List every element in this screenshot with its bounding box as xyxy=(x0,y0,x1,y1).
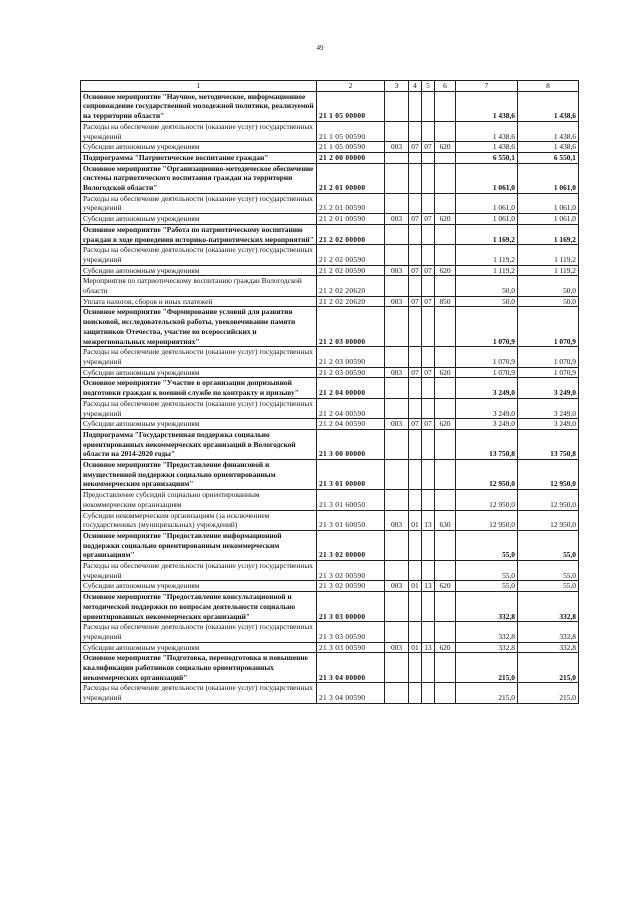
expense-type-code xyxy=(435,592,456,622)
target-article-code: 21 2 02 00590 xyxy=(317,265,385,276)
ministry-code xyxy=(385,592,409,622)
ministry-code xyxy=(385,653,409,683)
expense-type-code: 850 xyxy=(435,296,456,307)
subsection-code: 13 xyxy=(422,642,435,653)
expense-type-code xyxy=(435,530,456,560)
amount-year-1: 1 169,2 xyxy=(456,224,518,244)
row-name: Расходы на обеспечение деятельности (оказание услуг) государственных учреждений xyxy=(81,193,317,213)
amount-year-1: 1 119,2 xyxy=(456,245,518,265)
column-header: 5 xyxy=(422,81,435,92)
ministry-code xyxy=(385,683,409,703)
subsection-code xyxy=(422,347,435,367)
subsection-code xyxy=(422,592,435,622)
amount-year-1: 12 950,0 xyxy=(456,490,518,510)
table-row xyxy=(81,276,579,296)
subsection-code xyxy=(422,561,435,581)
page-number: 49 xyxy=(316,44,324,52)
amount-year-1: 13 750,8 xyxy=(456,429,518,459)
subsection-code xyxy=(422,398,435,418)
ministry-code xyxy=(385,490,409,510)
section-code xyxy=(409,163,422,193)
column-header: 6 xyxy=(435,81,456,92)
table-row xyxy=(81,214,579,225)
row-name: Основное мероприятие "Предоставление финансовой и имущественной поддержки социально ориентированным некоммерческим организациям" xyxy=(81,460,317,490)
row-name: Расходы на обеспечение деятельности (оказание услуг) государственных учреждений xyxy=(81,622,317,642)
amount-year-1: 1 070,9 xyxy=(456,307,518,347)
row-name: Субсидии автономным учреждениям xyxy=(81,214,317,225)
subsection-code xyxy=(422,276,435,296)
amount-year-2: 50,0 xyxy=(518,296,579,307)
expense-type-code xyxy=(435,163,456,193)
row-name: Расходы на обеспечение деятельности (оказание услуг) государственных учреждений xyxy=(81,683,317,703)
amount-year-2: 1 070,9 xyxy=(518,307,579,347)
section-code xyxy=(409,592,422,622)
amount-year-1: 1 438,6 xyxy=(456,121,518,141)
amount-year-2: 3 249,0 xyxy=(518,398,579,418)
subsection-code: 07 xyxy=(422,142,435,153)
amount-year-2: 13 750,8 xyxy=(518,429,579,459)
amount-year-1: 215,0 xyxy=(456,653,518,683)
row-name: Субсидии некоммерческим организациям (за исключением государственных (муниципальных) учреждений) xyxy=(81,510,317,530)
subsection-code xyxy=(422,193,435,213)
table-row xyxy=(81,581,579,592)
table-row xyxy=(81,367,579,378)
table-row xyxy=(81,265,579,276)
amount-year-2: 332,8 xyxy=(518,592,579,622)
section-code xyxy=(409,460,422,490)
row-name: Расходы на обеспечение деятельности (оказание услуг) государственных учреждений xyxy=(81,347,317,367)
ministry-code xyxy=(385,460,409,490)
row-name: Предоставление субсидий социально ориентированным некоммерческим организациям xyxy=(81,490,317,510)
ministry-code: 003 xyxy=(385,581,409,592)
amount-year-2: 1 061,0 xyxy=(518,214,579,225)
amount-year-2: 3 249,0 xyxy=(518,378,579,398)
target-article-code: 21 3 03 00590 xyxy=(317,622,385,642)
ministry-code xyxy=(385,224,409,244)
subsection-code xyxy=(422,378,435,398)
amount-year-1: 1 438,6 xyxy=(456,142,518,153)
amount-year-1: 1 061,0 xyxy=(456,193,518,213)
column-header: 4 xyxy=(409,81,422,92)
ministry-code: 003 xyxy=(385,296,409,307)
expense-type-code xyxy=(435,378,456,398)
subsection-code: 13 xyxy=(422,581,435,592)
expense-type-code xyxy=(435,490,456,510)
section-code: 01 xyxy=(409,581,422,592)
row-name: Субсидии автономным учреждениям xyxy=(81,419,317,430)
amount-year-2: 1 061,0 xyxy=(518,163,579,193)
row-name: Подпрограмма "Государственная поддержка социально ориентированных некоммерческих организаций в Вологодской области на 2014-2020 годы" xyxy=(81,429,317,459)
table-row xyxy=(81,398,579,418)
amount-year-2: 1 438,6 xyxy=(518,121,579,141)
section-code xyxy=(409,530,422,560)
target-article-code: 21 2 02 20620 xyxy=(317,276,385,296)
row-name: Расходы на обеспечение деятельности (оказание услуг) государственных учреждений xyxy=(81,121,317,141)
row-name: Расходы на обеспечение деятельности (оказание услуг) государственных учреждений xyxy=(81,561,317,581)
amount-year-1: 1 438,6 xyxy=(456,91,518,121)
section-code: 07 xyxy=(409,214,422,225)
table-row xyxy=(81,592,579,622)
subsection-code: 07 xyxy=(422,214,435,225)
subsection-code xyxy=(422,460,435,490)
table-row xyxy=(81,245,579,265)
target-article-code: 21 2 04 00590 xyxy=(317,419,385,430)
row-name: Субсидии автономным учреждениям xyxy=(81,642,317,653)
row-name: Основное мероприятие "Научное, методическое, информационное сопровождение государственной молодежной политики, реализуемой на территории области" xyxy=(81,91,317,121)
section-code xyxy=(409,121,422,141)
target-article-code: 21 2 00 00000 xyxy=(317,152,385,163)
ministry-code xyxy=(385,378,409,398)
expense-type-code: 620 xyxy=(435,419,456,430)
ministry-code xyxy=(385,276,409,296)
amount-year-2: 1 438,6 xyxy=(518,91,579,121)
amount-year-1: 1 070,9 xyxy=(456,347,518,367)
section-code: 07 xyxy=(409,296,422,307)
subsection-code xyxy=(422,429,435,459)
amount-year-2: 12 950,0 xyxy=(518,510,579,530)
expense-type-code xyxy=(435,224,456,244)
expense-type-code: 620 xyxy=(435,214,456,225)
expense-type-code: 620 xyxy=(435,265,456,276)
section-code xyxy=(409,378,422,398)
section-code xyxy=(409,653,422,683)
amount-year-2: 1 119,2 xyxy=(518,265,579,276)
amount-year-1: 6 550,1 xyxy=(456,152,518,163)
expense-type-code: 620 xyxy=(435,642,456,653)
subsection-code xyxy=(422,530,435,560)
target-article-code: 21 2 04 00000 xyxy=(317,378,385,398)
expense-type-code xyxy=(435,121,456,141)
expense-type-code xyxy=(435,276,456,296)
expense-type-code: 620 xyxy=(435,581,456,592)
target-article-code: 21 2 02 00590 xyxy=(317,245,385,265)
expense-type-code xyxy=(435,347,456,367)
subsection-code: 13 xyxy=(422,510,435,530)
table-row xyxy=(81,142,579,153)
amount-year-2: 215,0 xyxy=(518,653,579,683)
column-header: 7 xyxy=(456,81,518,92)
amount-year-1: 1 061,0 xyxy=(456,214,518,225)
amount-year-1: 12 950,0 xyxy=(456,460,518,490)
column-header: 8 xyxy=(518,81,579,92)
table-row xyxy=(81,347,579,367)
row-name: Субсидии автономным учреждениям xyxy=(81,265,317,276)
section-code xyxy=(409,193,422,213)
target-article-code: 21 3 03 00000 xyxy=(317,592,385,622)
amount-year-1: 55,0 xyxy=(456,530,518,560)
amount-year-2: 55,0 xyxy=(518,581,579,592)
target-article-code: 21 1 05 00000 xyxy=(317,91,385,121)
section-code: 07 xyxy=(409,419,422,430)
expense-type-code xyxy=(435,683,456,703)
column-header: 3 xyxy=(385,81,409,92)
table-row xyxy=(81,530,579,560)
ministry-code: 003 xyxy=(385,510,409,530)
ministry-code: 003 xyxy=(385,642,409,653)
amount-year-1: 1 119,2 xyxy=(456,265,518,276)
amount-year-2: 1 438,6 xyxy=(518,142,579,153)
ministry-code xyxy=(385,398,409,418)
expense-type-code xyxy=(435,460,456,490)
section-code xyxy=(409,152,422,163)
table-row xyxy=(81,224,579,244)
row-name: Субсидии автономным учреждениям xyxy=(81,367,317,378)
ministry-code xyxy=(385,193,409,213)
row-name: Расходы на обеспечение деятельности (оказание услуг) государственных учреждений xyxy=(81,398,317,418)
expense-type-code: 630 xyxy=(435,510,456,530)
amount-year-2: 12 950,0 xyxy=(518,490,579,510)
row-name: Подпрограмма "Патриотическое воспитание граждан" xyxy=(81,152,317,163)
target-article-code: 21 2 02 00000 xyxy=(317,224,385,244)
subsection-code xyxy=(422,653,435,683)
table-row xyxy=(81,152,579,163)
section-code xyxy=(409,276,422,296)
table-row xyxy=(81,653,579,683)
table-body xyxy=(81,91,579,703)
expense-type-code xyxy=(435,193,456,213)
subsection-code xyxy=(422,683,435,703)
amount-year-1: 55,0 xyxy=(456,581,518,592)
expense-type-code xyxy=(435,653,456,683)
section-code xyxy=(409,398,422,418)
target-article-code: 21 2 03 00590 xyxy=(317,347,385,367)
amount-year-2: 6 550,1 xyxy=(518,152,579,163)
amount-year-1: 55,0 xyxy=(456,561,518,581)
expense-type-code xyxy=(435,245,456,265)
row-name: Расходы на обеспечение деятельности (оказание услуг) государственных учреждений xyxy=(81,245,317,265)
target-article-code: 21 3 04 00000 xyxy=(317,653,385,683)
target-article-code: 21 3 00 00000 xyxy=(317,429,385,459)
target-article-code: 21 3 01 60050 xyxy=(317,490,385,510)
amount-year-2: 1 070,9 xyxy=(518,347,579,367)
row-name: Основное мероприятие "Подготовка, переподготовка и повышение квалификации работников социально ориентированных некоммерческих организаций" xyxy=(81,653,317,683)
amount-year-1: 332,8 xyxy=(456,622,518,642)
amount-year-1: 332,8 xyxy=(456,642,518,653)
expense-type-code xyxy=(435,429,456,459)
table-row xyxy=(81,683,579,703)
amount-year-2: 3 249,0 xyxy=(518,419,579,430)
amount-year-2: 55,0 xyxy=(518,561,579,581)
amount-year-1: 3 249,0 xyxy=(456,419,518,430)
amount-year-1: 50,0 xyxy=(456,276,518,296)
ministry-code xyxy=(385,530,409,560)
table-row xyxy=(81,460,579,490)
section-code: 07 xyxy=(409,265,422,276)
table-row xyxy=(81,642,579,653)
expense-type-code xyxy=(435,307,456,347)
section-code: 01 xyxy=(409,510,422,530)
amount-year-1: 3 249,0 xyxy=(456,378,518,398)
subsection-code xyxy=(422,245,435,265)
ministry-code: 003 xyxy=(385,367,409,378)
amount-year-2: 55,0 xyxy=(518,530,579,560)
section-code xyxy=(409,490,422,510)
table-row xyxy=(81,490,579,510)
row-name: Основное мероприятие "Предоставление консультационной и методической поддержки по вопросам деятельности социально ориентированных некоммерческих организаций" xyxy=(81,592,317,622)
target-article-code: 21 3 01 00000 xyxy=(317,460,385,490)
row-name: Субсидии автономным учреждениям xyxy=(81,581,317,592)
target-article-code: 21 2 01 00590 xyxy=(317,193,385,213)
target-article-code: 21 2 01 00590 xyxy=(317,214,385,225)
ministry-code: 003 xyxy=(385,214,409,225)
target-article-code: 21 1 05 00590 xyxy=(317,142,385,153)
table-row xyxy=(81,378,579,398)
target-article-code: 21 3 04 00590 xyxy=(317,683,385,703)
target-article-code: 21 3 02 00590 xyxy=(317,581,385,592)
section-code xyxy=(409,245,422,265)
section-code xyxy=(409,429,422,459)
ministry-code xyxy=(385,152,409,163)
row-name: Основное мероприятие "Организационно-методическое обеспечение системы патриотического воспитания граждан на территории Вологодской области" xyxy=(81,163,317,193)
amount-year-1: 1 061,0 xyxy=(456,163,518,193)
amount-year-2: 215,0 xyxy=(518,683,579,703)
ministry-code xyxy=(385,347,409,367)
target-article-code: 21 2 03 00000 xyxy=(317,307,385,347)
subsection-code: 07 xyxy=(422,419,435,430)
row-name: Субсидии автономным учреждениям xyxy=(81,142,317,153)
target-article-code: 21 3 02 00000 xyxy=(317,530,385,560)
table-header-row xyxy=(81,81,579,92)
expense-type-code: 620 xyxy=(435,142,456,153)
table-row xyxy=(81,307,579,347)
subsection-code xyxy=(422,622,435,642)
ministry-code xyxy=(385,245,409,265)
target-article-code: 21 2 02 20620 xyxy=(317,296,385,307)
ministry-code: 003 xyxy=(385,419,409,430)
table-row xyxy=(81,510,579,530)
row-name: Основное мероприятие "Предоставление информационной поддержки социально ориентированным некоммерческим организациям" xyxy=(81,530,317,560)
section-code xyxy=(409,561,422,581)
row-name: Мероприятия по патриотическому воспитанию граждан Вологодской области xyxy=(81,276,317,296)
ministry-code xyxy=(385,561,409,581)
section-code xyxy=(409,224,422,244)
row-name: Основное мероприятие "Участие в организации допризывной подготовки граждан к военной службе по контракту и призыву" xyxy=(81,378,317,398)
column-header: 1 xyxy=(81,81,317,92)
amount-year-1: 332,8 xyxy=(456,592,518,622)
target-article-code: 21 2 01 00000 xyxy=(317,163,385,193)
subsection-code xyxy=(422,224,435,244)
amount-year-2: 1 070,9 xyxy=(518,367,579,378)
subsection-code: 07 xyxy=(422,367,435,378)
amount-year-2: 332,8 xyxy=(518,622,579,642)
target-article-code: 21 3 02 00590 xyxy=(317,561,385,581)
amount-year-1: 1 070,9 xyxy=(456,367,518,378)
subsection-code xyxy=(422,121,435,141)
section-code: 07 xyxy=(409,142,422,153)
row-name: Основное мероприятие "Работа по патриотическому воспитанию граждан в ходе проведения историко-патриотических мероприятий" xyxy=(81,224,317,244)
section-code: 01 xyxy=(409,642,422,653)
subsection-code xyxy=(422,91,435,121)
expense-type-code xyxy=(435,91,456,121)
expense-type-code xyxy=(435,152,456,163)
ministry-code xyxy=(385,307,409,347)
amount-year-2: 12 950,0 xyxy=(518,460,579,490)
section-code xyxy=(409,307,422,347)
section-code xyxy=(409,91,422,121)
subsection-code xyxy=(422,152,435,163)
amount-year-2: 50,0 xyxy=(518,276,579,296)
subsection-code xyxy=(422,307,435,347)
ministry-code xyxy=(385,163,409,193)
target-article-code: 21 1 05 00590 xyxy=(317,121,385,141)
amount-year-2: 1 119,2 xyxy=(518,245,579,265)
target-article-code: 21 3 03 00590 xyxy=(317,642,385,653)
target-article-code: 21 3 01 60050 xyxy=(317,510,385,530)
ministry-code: 003 xyxy=(385,142,409,153)
expense-type-code xyxy=(435,622,456,642)
amount-year-2: 332,8 xyxy=(518,642,579,653)
amount-year-2: 1 169,2 xyxy=(518,224,579,244)
subsection-code: 07 xyxy=(422,296,435,307)
ministry-code: 003 xyxy=(385,265,409,276)
row-name: Основное мероприятие "Формирование условий для развития поисковой, исследовательской работы, увековечивание памяти защитников Отечества, участие во всероссийских и межрегиональных мероприятиях" xyxy=(81,307,317,347)
subsection-code xyxy=(422,163,435,193)
table-row xyxy=(81,419,579,430)
ministry-code xyxy=(385,429,409,459)
expense-type-code xyxy=(435,561,456,581)
amount-year-1: 3 249,0 xyxy=(456,398,518,418)
table-row xyxy=(81,429,579,459)
target-article-code: 21 2 03 00590 xyxy=(317,367,385,378)
amount-year-1: 50,0 xyxy=(456,296,518,307)
expense-type-code: 620 xyxy=(435,367,456,378)
ministry-code xyxy=(385,622,409,642)
amount-year-1: 12 950,0 xyxy=(456,510,518,530)
budget-table xyxy=(80,80,579,704)
target-article-code: 21 2 04 00590 xyxy=(317,398,385,418)
subsection-code: 07 xyxy=(422,265,435,276)
table-row xyxy=(81,561,579,581)
row-name: Уплата налогов, сборов и иных платежей xyxy=(81,296,317,307)
amount-year-1: 215,0 xyxy=(456,683,518,703)
section-code xyxy=(409,683,422,703)
table-row xyxy=(81,121,579,141)
subsection-code xyxy=(422,490,435,510)
section-code: 07 xyxy=(409,367,422,378)
ministry-code xyxy=(385,121,409,141)
section-code xyxy=(409,347,422,367)
column-header: 2 xyxy=(317,81,385,92)
table-row xyxy=(81,622,579,642)
amount-year-2: 1 061,0 xyxy=(518,193,579,213)
table-row xyxy=(81,296,579,307)
table-row xyxy=(81,163,579,193)
table-row xyxy=(81,193,579,213)
section-code xyxy=(409,622,422,642)
table-row xyxy=(81,91,579,121)
expense-type-code xyxy=(435,398,456,418)
ministry-code xyxy=(385,91,409,121)
